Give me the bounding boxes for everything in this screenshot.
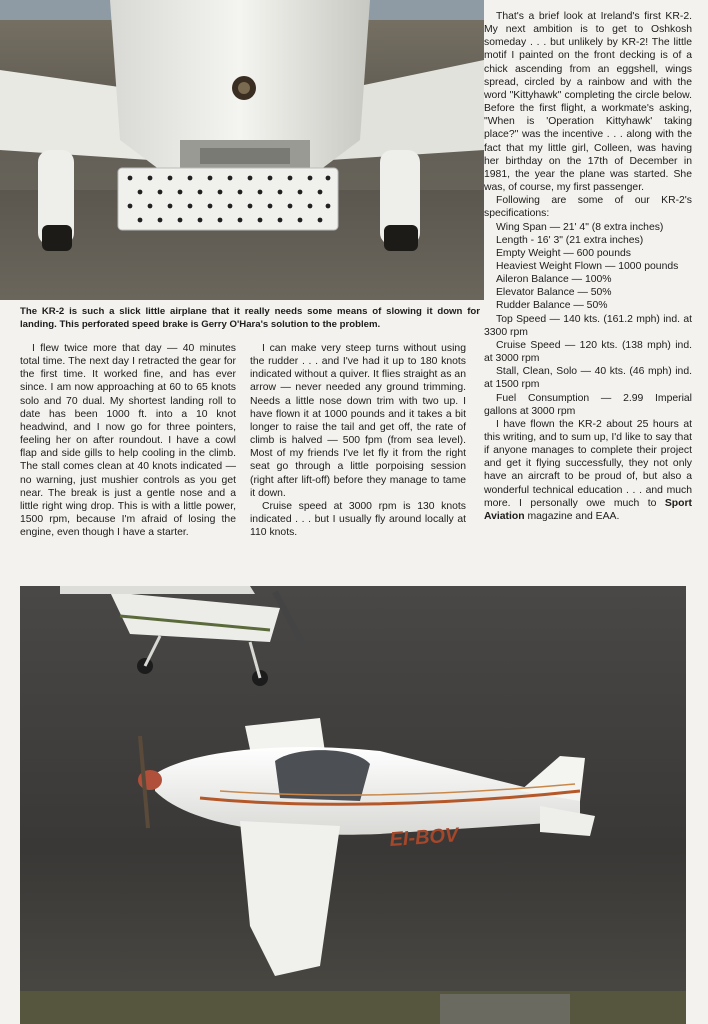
text-column-3	[484, 10, 692, 523]
spec-item: Stall, Clean, Solo — 40 kts. (46 mph) ind. at 1500 rpm	[484, 366, 692, 391]
spec-item: Wing Span — 21' 4" (8 extra inches)	[496, 221, 664, 233]
spec-item: Aileron Balance — 100%	[496, 274, 612, 286]
kr2-aircraft-photo	[20, 586, 686, 1024]
spec-item: Cruise Speed — 120 kts. (138 mph) ind. at 3000 rpm	[484, 339, 692, 365]
spec-item: Rudder Balance — 50%	[496, 300, 608, 312]
paragraph-text: magazine and EAA.	[524, 510, 620, 522]
magazine-name: Sport Aviation	[484, 497, 692, 522]
text-column-2	[250, 342, 466, 539]
aircraft-registration: EI-BOV	[388, 824, 460, 851]
text-column-1	[20, 342, 236, 539]
paragraph: Cruise speed at 3000 rpm is 130 knots indicated . . . but I usually fly around locally at 110 knots.	[250, 500, 466, 539]
paragraph: That's a brief look at Ireland's first KR-2. My next ambition is to get to Oshkosh someday . . . but unlikely by KR-2! The little motif I painted on the front decking is of a chick ascending from an eggshell, wings spread, circled by a rainbow and with the word "Kittyhawk" completing the circle below. Before the first flight, a workmate's asking, "When is 'Operation Kittyhawk' taking place?" was the incentive . . . along with the fact that my little girl, Colleen, was having her birthday on the 17th of December in 1981, the year the plane was started. She was, of course, my first passenger.	[484, 11, 692, 194]
paragraph: Following are some of our KR-2's specifications:	[484, 195, 692, 220]
spec-item: Top Speed — 140 kts. (161.2 mph) ind. at 3300 rpm	[484, 313, 692, 338]
paragraph: I can make very steep turns without using the rudder . . . and I've had it up to 180 knots indicated without a quiver. It flies straight as an arrow — never needed any ground trimming. Needs a little nose down trim with two up. I have flown it at 1000 pounds and it takes a bit longer to raise the tail and get off, the rate of climb is halved — 500 fpm (from sea level). Most of my friends I've let fly it from the right seat go through a little porpoising session (right after lift-off) before they manage to tame it down.	[250, 343, 466, 499]
spec-item: Elevator Balance — 50%	[496, 287, 612, 299]
paragraph	[484, 418, 692, 523]
kr2-aircraft-photo-art	[20, 586, 686, 1024]
spec-item: Length - 16' 3" (21 extra inches)	[496, 234, 644, 246]
spec-item: Heaviest Weight Flown — 1000 pounds	[496, 260, 679, 272]
speed-brake-photo	[0, 0, 484, 300]
photo-caption: The KR-2 is such a slick little airplane that it really needs some means of slowing it down for landing. This perforated speed brake is Gerry O'Hara's solution to the problem.	[20, 306, 480, 330]
spec-item: Empty Weight — 600 pounds	[496, 247, 631, 259]
specifications-list	[484, 221, 692, 418]
paragraph-text: I have flown the KR-2 about 25 hours at this writing, and to sum up, I'd like to say that if anyone manages to complete their project and get it flying successfully, they not only have an aircraft to be proud of, but also a wonderful technical education . . . and much more. I personally owe much to	[484, 418, 692, 509]
speed-brake-photo-art	[0, 0, 484, 300]
spec-item: Fuel Consumption — 2.99 Imperial gallons at 3000 rpm	[484, 392, 692, 417]
paragraph: I flew twice more that day — 40 minutes total time. The next day I retracted the gear for the first time. It worked fine, and has ever since. I am now approaching at 60 to 65 knots solo and 70 dual. My shortest landing roll to date has been 1000 ft. into a 10 knot headwind, and I now go for three pointers, feeling her on after roundout. I have a cowl flap and side gills to help cooling in the climb. The stall comes clean at 40 knots indicated — no warning, just mushier controls as you get near. The break is just a gentle nose and a little right wing drop. This is with a little power, 1500 rpm, because I'm afraid of losing the engine, even though I have a starter.	[20, 343, 236, 539]
